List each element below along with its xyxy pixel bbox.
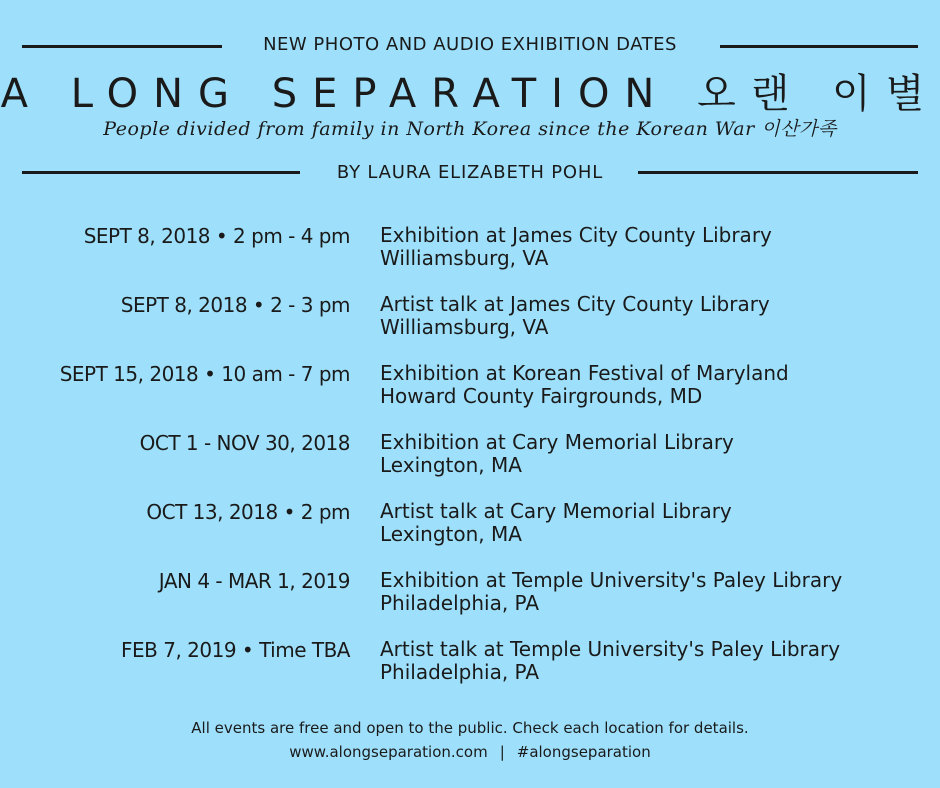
event-location: Lexington, MA <box>380 453 522 477</box>
event-list <box>0 224 940 707</box>
event-location: Howard County Fairgrounds, MD <box>380 384 703 408</box>
event-date: SEPT 8, 2018 • 2 pm - 4 pm <box>83 224 350 248</box>
event-row <box>0 431 940 500</box>
event-location: Williamsburg, VA <box>380 246 549 270</box>
event-location: Philadelphia, PA <box>380 591 540 615</box>
event-date: FEB 7, 2019 • Time TBA <box>121 638 350 662</box>
event-date: SEPT 15, 2018 • 10 am - 7 pm <box>59 362 350 386</box>
event-title: Exhibition at Cary Memorial Library <box>380 430 734 454</box>
event-title: Artist talk at Temple University's Paley Library <box>380 637 841 661</box>
event-title: Exhibition at James City County Library <box>380 223 772 247</box>
footer-note: All events are free and open to the public. Check each location for details. <box>191 719 749 737</box>
event-title: Exhibition at Korean Festival of Maryland <box>380 361 789 385</box>
byline: BY LAURA ELIZABETH POHL <box>336 162 604 183</box>
website-link[interactable]: www.alongseparation.com <box>289 743 488 761</box>
footer-separator: | <box>499 743 505 761</box>
event-location: Lexington, MA <box>380 522 522 546</box>
exhibition-subtitle: People divided from family in North Korea since the Korean War 이산가족 <box>103 118 837 140</box>
event-row <box>0 362 940 431</box>
event-details <box>380 431 734 477</box>
event-details <box>380 638 840 684</box>
event-location: Philadelphia, PA <box>380 660 540 684</box>
exhibition-kicker: NEW PHOTO AND AUDIO EXHIBITION DATES <box>263 34 677 55</box>
footer <box>0 716 940 764</box>
event-details <box>380 569 842 615</box>
event-date: OCT 1 - NOV 30, 2018 <box>139 431 350 455</box>
event-date: OCT 13, 2018 • 2 pm <box>146 500 350 524</box>
event-details <box>380 224 772 270</box>
event-details <box>380 293 770 339</box>
event-title: Artist talk at Cary Memorial Library <box>380 499 732 523</box>
event-title: Artist talk at James City County Library <box>380 292 770 316</box>
event-title: Exhibition at Temple University's Paley Library <box>380 568 843 592</box>
event-row <box>0 224 940 293</box>
event-row <box>0 638 940 707</box>
event-details <box>380 500 732 546</box>
exhibition-title: A LONG SEPARATION 오랜 이별 <box>0 71 940 117</box>
event-row <box>0 569 940 638</box>
event-date: SEPT 8, 2018 • 2 - 3 pm <box>120 293 350 317</box>
event-row <box>0 500 940 569</box>
footer-links <box>0 740 940 764</box>
event-row <box>0 293 940 362</box>
event-date: JAN 4 - MAR 1, 2019 <box>158 569 350 593</box>
event-details <box>380 362 789 408</box>
event-location: Williamsburg, VA <box>380 315 549 339</box>
hashtag-link[interactable]: #alongseparation <box>516 743 651 761</box>
